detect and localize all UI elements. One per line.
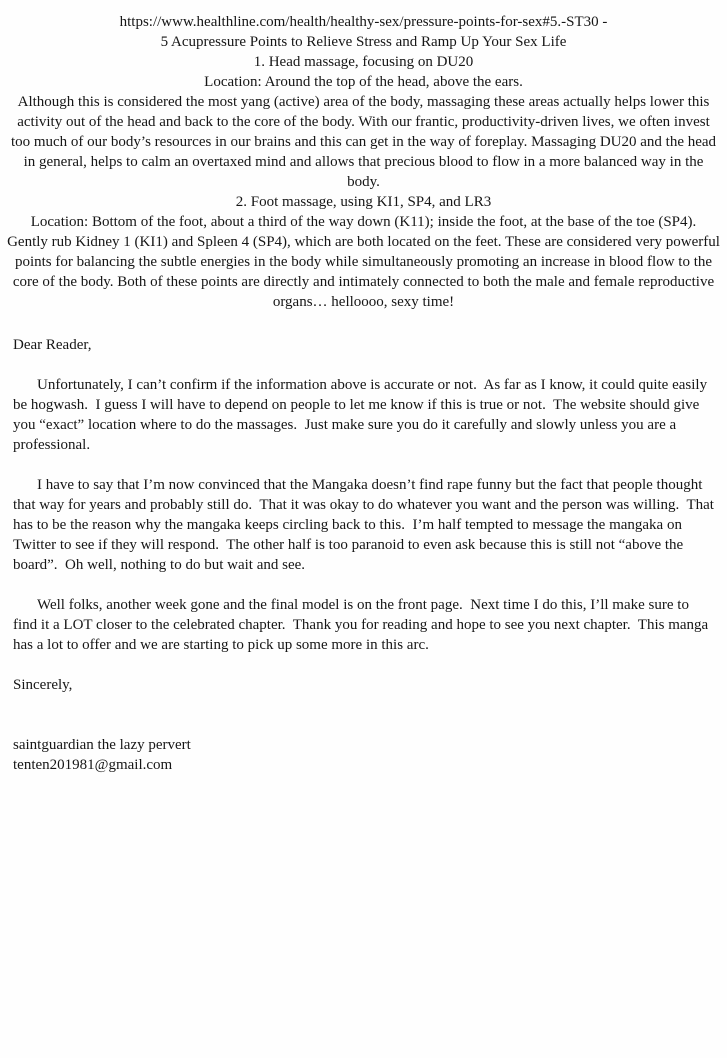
article-excerpt-block: [0, 12, 727, 312]
section-1-body: Although this is considered the most yang (active) area of the body, massaging these areas actually helps lower this activity out of the head and back to the core of the body. With our frantic, productivity-driven lives, we often invest too much of our body’s resources in our brains and this can get in the way of foreplay. Massaging DU20 and the head in general, helps to calm an overtaxed mind and allows that precious blood to flow in a more balanced way in the body.: [10, 94, 720, 190]
letter-salutation: Dear Reader,: [13, 337, 92, 353]
letter-paragraph-1: Unfortunately, I can’t confirm if the information above is accurate or not. As far as I know, it could quite easily be hogwash. I guess I will have to depend on people to let me know if this is true or not. The website should give you “exact” location where to do the massages. Just make sure you do it carefully and slowly unless you are a professional.: [13, 377, 711, 453]
letter-paragraph-3: Well folks, another week gone and the final model is on the front page. Next time I do this, I’ll make sure to find it a LOT closer to the celebrated chapter. Thank you for reading and hope to see you next chapter. This manga has a lot to offer and we are starting to pick up some more in this arc.: [13, 597, 712, 653]
section-2-heading: 2. Foot massage, using KI1, SP4, and LR3: [235, 194, 492, 210]
letter-closing: Sincerely,: [13, 677, 73, 693]
reader-letter-block: [0, 335, 727, 775]
signature-name: saintguardian the lazy pervert: [13, 737, 191, 753]
section-2-location: Location: Bottom of the foot, about a third of the way down (K11); inside the foot, at the base of the toe (SP4).: [30, 214, 697, 230]
section-1-heading: 1. Head massage, focusing on DU20: [253, 54, 474, 70]
article-title: 5 Acupressure Points to Relieve Stress and Ramp Up Your Sex Life: [160, 34, 567, 50]
section-2-body: Gently rub Kidney 1 (KI1) and Spleen 4 (SP4), which are both located on the feet. These are considered very powerful points for balancing the subtle energies in the body while simultaneously promoting an increase in blood flow to the core of the body. Both of these points are directly and intimately connected to both the male and female reproductive organs… helloooo, sexy time!: [7, 234, 724, 310]
letter-paragraph-2: I have to say that I’m now convinced that the Mangaka doesn’t find rape funny but the fact that people thought that way for years and probably still do. That it was okay to do whatever you want and the person was willing. That has to be the reason why the mangaka keeps circling back to this. I’m half tempted to message the mangaka on Twitter to see if they will respond. The other half is too paranoid to even ask because this is still not “above the board”. Oh well, nothing to do but wait and see.: [13, 477, 718, 573]
signature-email: tenten201981@gmail.com: [13, 757, 173, 773]
source-url: https://www.healthline.com/health/healthy-sex/pressure-points-for-sex#5.-ST30 -: [119, 14, 608, 30]
section-1-location: Location: Around the top of the head, above the ears.: [204, 74, 523, 90]
